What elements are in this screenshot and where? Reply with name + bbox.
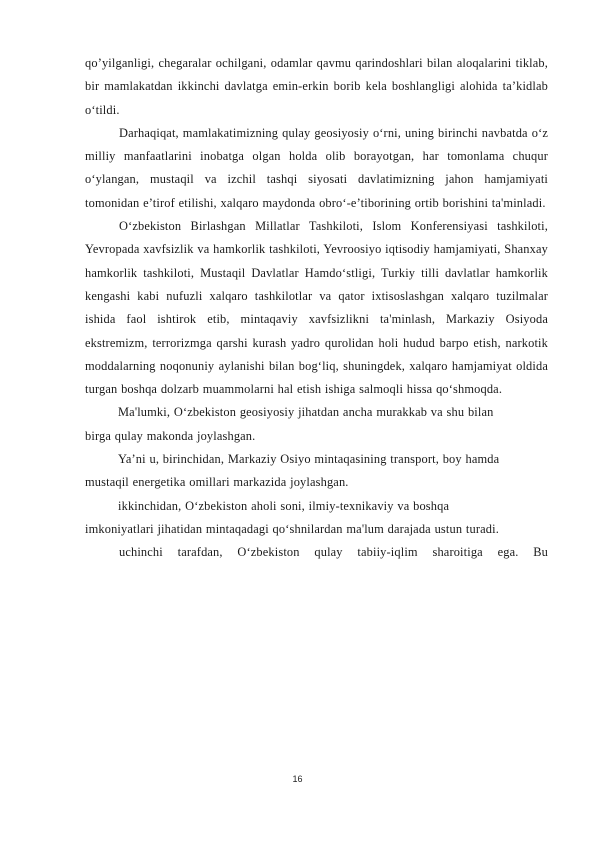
document-body	[85, 52, 548, 565]
page-number: 16	[292, 774, 303, 784]
paragraph-1: qo’yilganligi, chegaralar ochilgani, odamlar qavmu qarindoshlari bilan aloqalarini tiklab, bir mamlakatdan ikkinchi davlatga emin-erkin borib kela boshlangligi alohida ta’kidlab o‘tildi.	[85, 56, 548, 117]
paragraph-4: Ma'lumki, O‘zbekiston geosiyosiy jihatdan ancha murakkab va shu bilan birga qulay makonda joylashgan.	[85, 405, 494, 443]
paragraph-2: Darhaqiqat, mamlakatimizning qulay geosiyosiy o‘rni, uning birinchi navbatda o‘z milliy manfaatlarini inobatga olgan holda olib borayotgan, har tomonlama chuqur o‘ylangan, mustaqil va izchil tashqi siyosati davlatimizning jahon hamjamiyati tomonidan e’tirof etilishi, xalqaro maydonda obro‘-e’tiborining ortib borishini ta'minladi.	[85, 125, 548, 210]
paragraph-3: O‘zbekiston Birlashgan Millatlar Tashkiloti, Islom Konferensiyasi tashkiloti, Yevropada xavfsizlik va hamkorlik tashkiloti, Yevroosiyo iqtisodiy hamjamiyati, Shanxay hamkorlik tashkiloti, Mustaqil Davlatlar Hamdo‘stligi, Turkiy tilli davlatlar hamkorlik kengashi kabi nufuzli xalqaro tashkilotlar va qator ixtisoslashgan xalqaro tuzilmalar ishida faol ishtirok etib, mintaqaviy xavfsizlikni ta'minlash, Markaziy Osiyoda ekstremizm, terrorizmga qarshi kurash yadro qurolidan holi hudud barpo etish, narkotik moddalarning noqonuniy aylanishi bilan bog‘liq, shuningdek, xalqaro hamjamiyat oldida turgan boshqa dolzarb muammolarni hal etish ishiga salmoqli hissa qo‘shmoqda.	[85, 219, 548, 397]
paragraph-5: Ya’ni u, birinchidan, Markaziy Osiyo mintaqasining transport, boy hamda mustaqil energetika omillari markazida joylashgan.	[85, 452, 500, 490]
paragraph-7: uchinchi tarafdan, O‘zbekiston qulay tabiiy-iqlim sharoitiga ega. Bu	[119, 545, 548, 560]
paragraph-6: ikkinchidan, O‘zbekiston aholi soni, ilmiy-texnikaviy va boshqa imkoniyatlari jihatidan mintaqadagi qo‘shnilardan ma'lum darajada ustun turadi.	[85, 498, 499, 536]
